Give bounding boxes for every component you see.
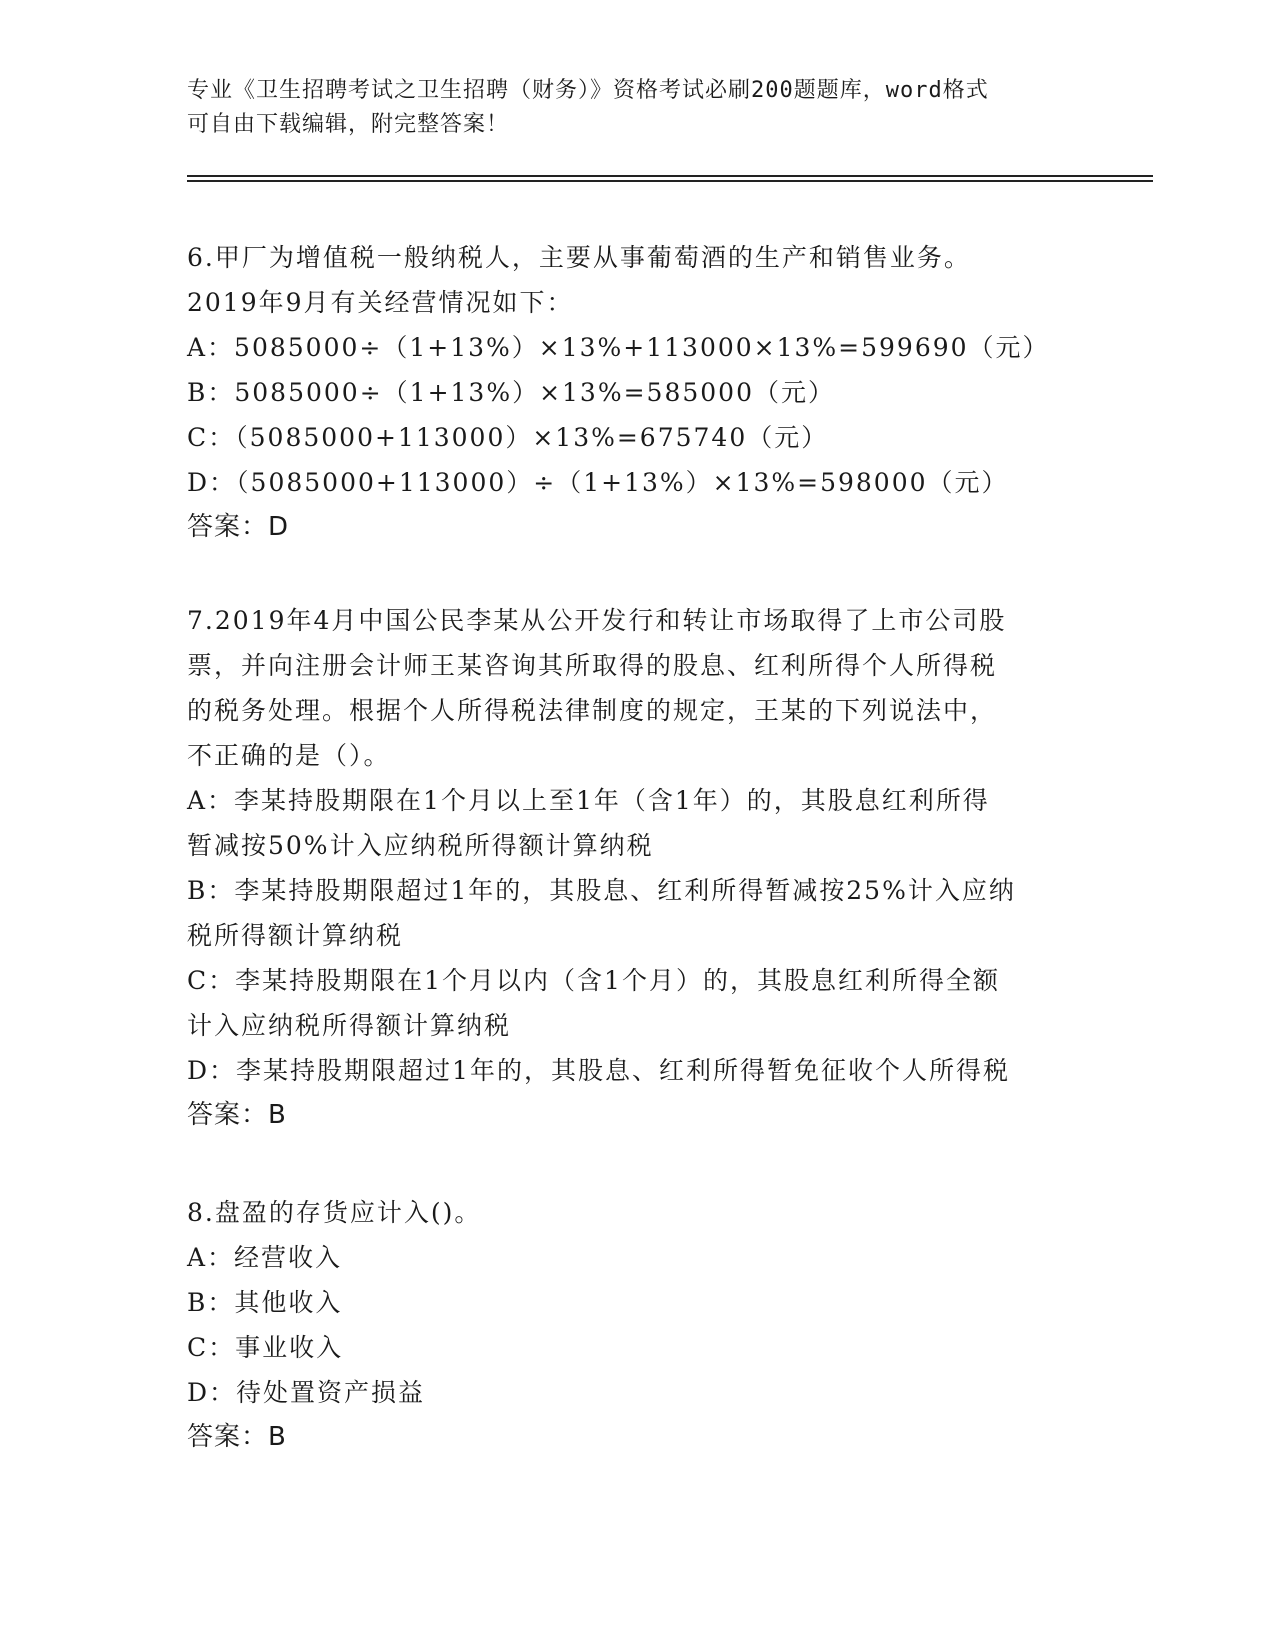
question-stem-line: 的税务处理。根据个人所得税法律制度的规定，王某的下列说法中， xyxy=(187,696,998,725)
option-d: D：待处置资产损益 xyxy=(187,1378,426,1407)
question-8 xyxy=(187,1190,1087,1460)
option-b: B：李某持股期限超过1年的，其股息、红利所得暂减按25%计入应纳 xyxy=(187,876,1016,905)
question-stem-line: 7.2019年4月中国公民李某从公开发行和转让市场取得了上市公司股 xyxy=(187,606,1007,635)
option-c: C：李某持股期限在1个月以内（含1个月）的，其股息红利所得全额 xyxy=(187,966,1000,995)
header-line-1: 专业《卫生招聘考试之卫生招聘（财务）》资格考试必刷200题题库，word格式 xyxy=(187,78,989,103)
option-c-continued: 计入应纳税所得额计算纳税 xyxy=(187,1011,512,1040)
header-divider-bottom xyxy=(187,180,1153,182)
question-stem-line: 不正确的是（）。 xyxy=(187,741,391,770)
question-7 xyxy=(187,598,1087,1138)
answer-label: 答案：D xyxy=(187,512,290,542)
option-b-continued: 税所得额计算纳税 xyxy=(187,921,404,950)
question-6 xyxy=(187,235,1087,550)
option-d: D：（5085000+113000）÷（1+13%）×13%=598000（元） xyxy=(187,468,1009,497)
header-line-2: 可自由下载编辑，附完整答案！ xyxy=(187,112,510,137)
document-header xyxy=(187,74,1067,142)
question-stem-line: 8.盘盈的存货应计入()。 xyxy=(187,1198,482,1227)
question-stem-line: 票，并向注册会计师王某咨询其所取得的股息、红利所得个人所得税 xyxy=(187,651,998,680)
option-a: A：李某持股期限在1个月以上至1年（含1年）的，其股息红利所得 xyxy=(187,786,990,815)
option-d: D：李某持股期限超过1年的，其股息、红利所得暂免征收个人所得税 xyxy=(187,1056,1010,1085)
option-b: B：5085000÷（1+13%）×13%=585000（元） xyxy=(187,378,835,407)
answer-label: 答案：B xyxy=(187,1422,287,1452)
option-b: B：其他收入 xyxy=(187,1288,343,1317)
option-a: A：5085000÷（1+13%）×13%+113000×13%=599690（元） xyxy=(187,333,1050,362)
option-a: A：经营收入 xyxy=(187,1243,343,1272)
answer-label: 答案：B xyxy=(187,1100,287,1130)
option-c: C：事业收入 xyxy=(187,1333,344,1362)
option-a-continued: 暂减按50%计入应纳税所得额计算纳税 xyxy=(187,831,654,860)
question-stem-line: 2019年9月有关经营情况如下： xyxy=(187,288,574,317)
question-stem-line: 6.甲厂为增值税一般纳税人，主要从事葡萄酒的生产和销售业务。 xyxy=(187,243,971,272)
header-divider-top xyxy=(187,175,1153,177)
option-c: C：（5085000+113000）×13%=675740（元） xyxy=(187,423,829,452)
